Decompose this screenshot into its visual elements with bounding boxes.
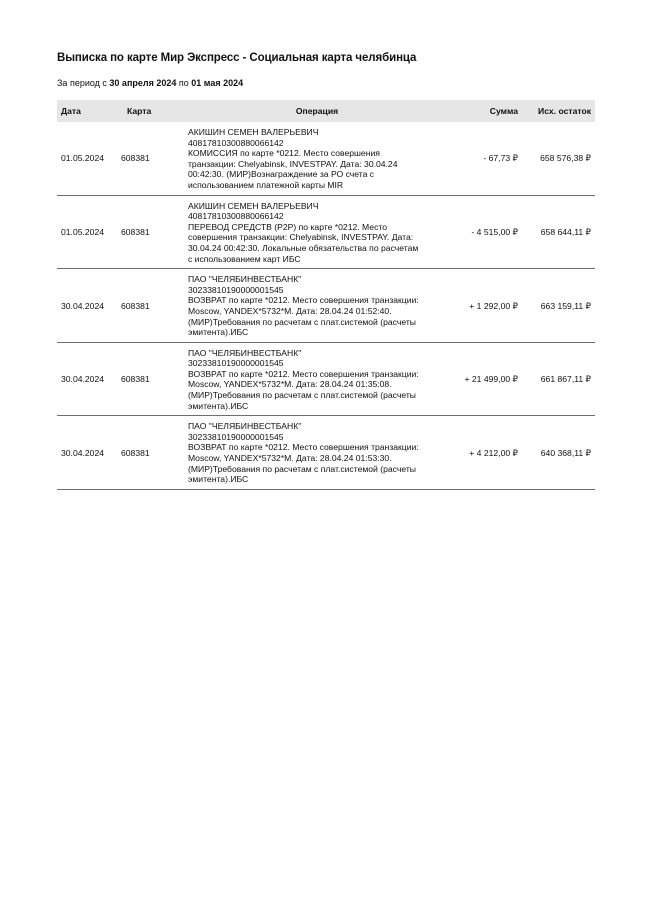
cell-card: 608381 — [117, 122, 184, 195]
header-amount: Сумма — [450, 100, 522, 122]
cell-balance: 658 644,11 ₽ — [522, 195, 595, 269]
operation-line: 00:42:30. (МИР)Вознаграждение за РО счета с — [188, 169, 375, 180]
cell-operation — [184, 342, 450, 416]
period-to: 01 мая 2024 — [191, 78, 244, 88]
cell-date: 01.05.2024 — [57, 195, 117, 269]
cell-balance: 658 576,38 ₽ — [522, 122, 595, 195]
cell-card: 608381 — [117, 342, 184, 416]
operation-line: ВОЗВРАТ по карте *0212. Место совершения транзакции: — [188, 368, 419, 379]
cell-date: 30.04.2024 — [57, 342, 117, 416]
cell-amount: + 4 212,00 ₽ — [450, 416, 522, 490]
operation-line: ВОЗВРАТ по карте *0212. Место совершения транзакции: — [188, 442, 419, 453]
cell-operation — [184, 269, 450, 343]
operation-line: 30233810190000001545 — [188, 358, 284, 369]
cell-operation — [184, 416, 450, 490]
cell-card: 608381 — [117, 416, 184, 490]
period-prefix: За период с — [57, 78, 110, 88]
statement-page — [57, 52, 595, 490]
operation-line: эмитента).ИБС — [188, 327, 249, 338]
cell-balance: 663 159,11 ₽ — [522, 269, 595, 343]
operation-line: 30.04.24 00:42:30. Локальные обязательства по расчетам — [188, 242, 419, 253]
operation-line: (МИР)Требования по расчетам с плат.системой (расчеты — [188, 463, 416, 474]
operation-line: 40817810300880066142 — [188, 211, 284, 222]
table-row — [57, 416, 595, 490]
operation-line: (МИР)Требования по расчетам с плат.системой (расчеты — [188, 316, 416, 327]
header-balance: Исх. остаток — [522, 100, 595, 122]
table-row — [57, 195, 595, 269]
operation-line: 30233810190000001545 — [188, 284, 284, 295]
operation-line: 40817810300880066142 — [188, 137, 284, 148]
operation-line: ПАО "ЧЕЛЯБИНВЕСТБАНК" — [188, 347, 302, 358]
period-from: 30 апреля 2024 — [109, 78, 177, 88]
cell-operation — [184, 122, 450, 195]
period-line — [57, 78, 595, 88]
operation-line: ПЕРЕВОД СРЕДСТВ (P2P) по карте *0212. Место — [188, 221, 387, 232]
cell-card: 608381 — [117, 269, 184, 343]
operation-line: совершения транзакции: Chelyabinsk, INVESTPAY. Дата: — [188, 232, 414, 243]
cell-date: 01.05.2024 — [57, 122, 117, 195]
table-row — [57, 122, 595, 195]
cell-date: 30.04.2024 — [57, 269, 117, 343]
operation-line: 30233810190000001545 — [188, 431, 284, 442]
cell-date: 30.04.2024 — [57, 416, 117, 490]
header-card: Карта — [117, 100, 184, 122]
operation-line: транзакции: Chelyabinsk, INVESTPAY. Дата: 30.04.24 — [188, 158, 398, 169]
operation-line: КОМИССИЯ по карте *0212. Место совершения — [188, 148, 380, 159]
header-operation: Операция — [184, 100, 450, 122]
cell-amount: - 67,73 ₽ — [450, 122, 522, 195]
operation-line: эмитента).ИБС — [188, 474, 249, 485]
operation-line: с использованием карт ИБС — [188, 253, 301, 264]
cell-balance: 661 867,11 ₽ — [522, 342, 595, 416]
operation-line: эмитента).ИБС — [188, 400, 249, 411]
cell-amount: + 1 292,00 ₽ — [450, 269, 522, 343]
operation-line: ПАО "ЧЕЛЯБИНВЕСТБАНК" — [188, 274, 302, 285]
table-header-row — [57, 100, 595, 122]
transactions-table — [57, 100, 595, 490]
cell-balance: 640 368,11 ₽ — [522, 416, 595, 490]
cell-operation — [184, 195, 450, 269]
operation-line: ПАО "ЧЕЛЯБИНВЕСТБАНК" — [188, 421, 302, 432]
operation-line: Moscow, YANDEX*5732*M. Дата: 28.04.24 01:35:08. — [188, 379, 392, 390]
period-mid: по — [176, 78, 192, 88]
header-date: Дата — [57, 100, 117, 122]
table-row — [57, 269, 595, 343]
cell-amount: + 21 499,00 ₽ — [450, 342, 522, 416]
document-title: Выписка по карте Мир Экспресс - Социальная карта челябинца — [57, 52, 417, 64]
table-row — [57, 342, 595, 416]
operation-line: использованием платежной карты MIR — [188, 179, 344, 190]
cell-amount: - 4 515,00 ₽ — [450, 195, 522, 269]
operation-line: (МИР)Требования по расчетам с плат.системой (расчеты — [188, 390, 416, 401]
operation-line: Moscow, YANDEX*5732*M. Дата: 28.04.24 01:52:40. — [188, 305, 392, 316]
operation-line: Moscow, YANDEX*5732*M. Дата: 28.04.24 01:53:30. — [188, 453, 392, 464]
operation-line: ВОЗВРАТ по карте *0212. Место совершения транзакции: — [188, 295, 419, 306]
cell-card: 608381 — [117, 195, 184, 269]
operation-line: АКИШИН СЕМЕН ВАЛЕРЬЕВИЧ — [188, 200, 319, 211]
operation-line: АКИШИН СЕМЕН ВАЛЕРЬЕВИЧ — [188, 127, 319, 137]
